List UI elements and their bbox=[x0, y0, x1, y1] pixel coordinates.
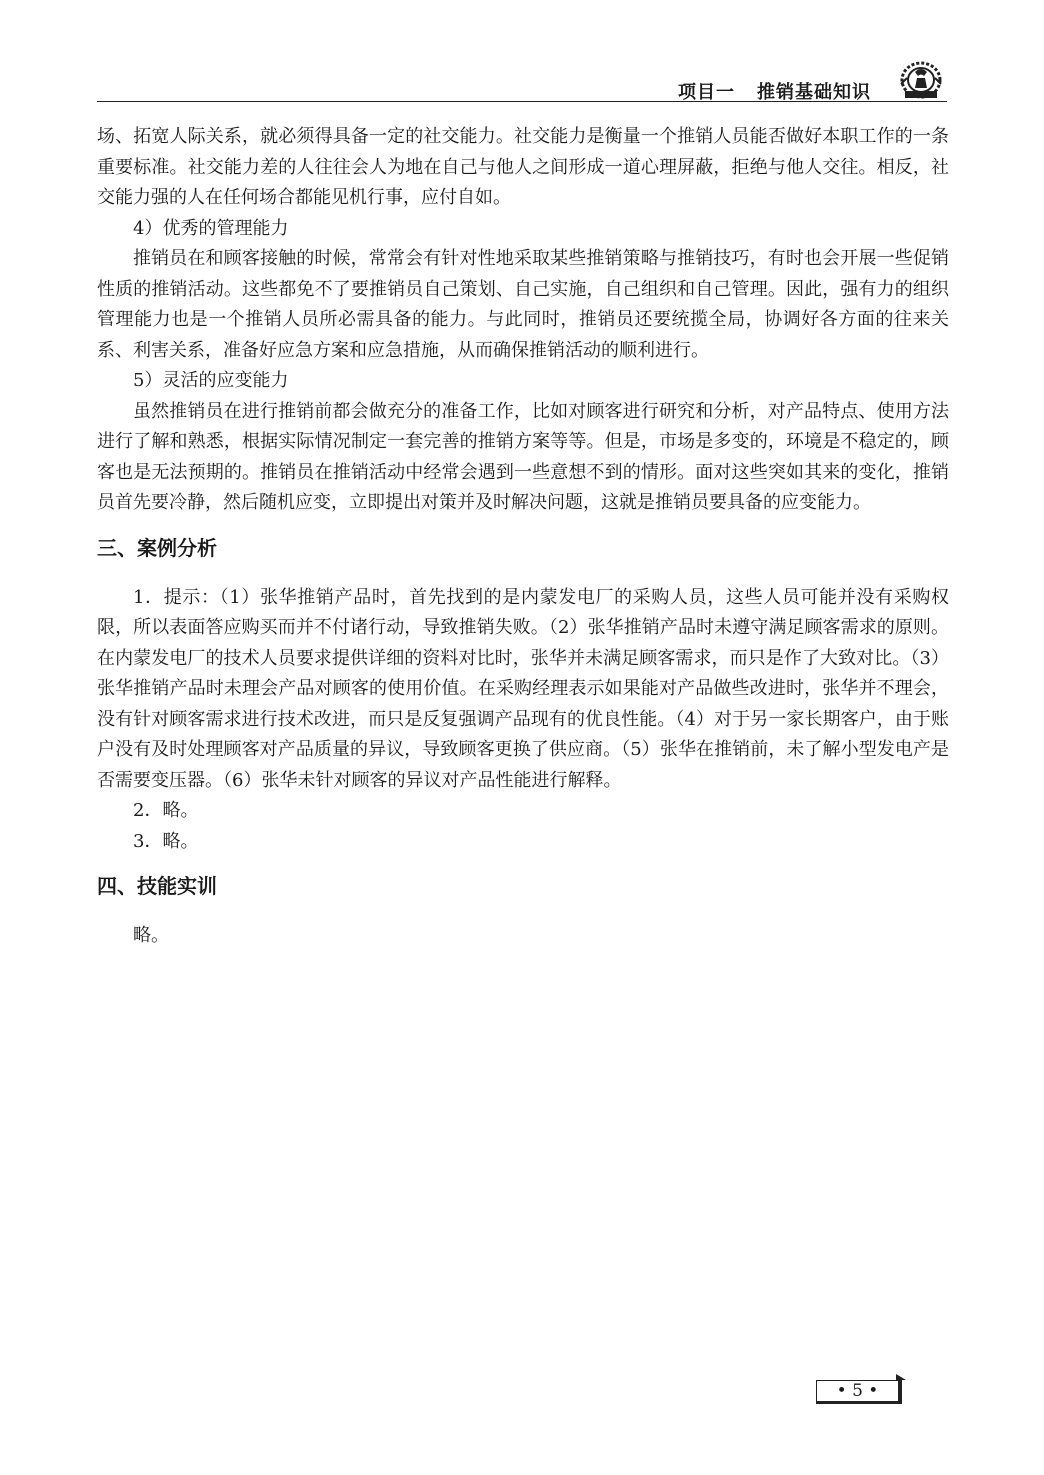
paragraph-case-answer-2: 2．略。 bbox=[133, 800, 199, 821]
page-body bbox=[97, 122, 949, 952]
running-header bbox=[97, 58, 947, 102]
page-number-corner bbox=[896, 1374, 906, 1380]
page-number: • 5 • bbox=[816, 1380, 902, 1404]
header-project: 项目一 bbox=[678, 82, 735, 103]
paragraph-skill-training: 略。 bbox=[133, 925, 169, 946]
header-chapter-title: 推销基础知识 bbox=[757, 82, 871, 103]
section-heading-skill-training: 四、技能实训 bbox=[97, 874, 217, 898]
subheading-adaptability: 5）灵活的应变能力 bbox=[133, 370, 289, 391]
subheading-management-ability: 4）优秀的管理能力 bbox=[133, 217, 289, 239]
paragraph-case-answer-1: 1．提示：（1）张华推销产品时，首先找到的是内蒙发电厂的采购人员，这些人员可能并没有采购权限，所以表面答应购买而并不付诸行动，导致推销失败。（2）张华推销产品时未遵守满足顾客需求的原则。在内蒙发电厂的技术人员要求提供详细的资料对比时，张华并未满足顾客需求，而只是作了大致对比。（3）张华推销产品时未理会产品对顾客的使用价值。在采购经理表示如果能对产品做些改进时，张华并不理会，没有针对顾客需求进行技术改进，而只是反复强调产品现有的优良性能。（4）对于另一家长期客户，由于账户没有及时处理顾客对产品质量的异议，导致顾客更换了供应商。（5）张华在推销前，未了解小型发电产是否需要变压器。（6）张华未针对顾客的异议对产品性能进行解释。 bbox=[97, 586, 949, 791]
header-rule bbox=[97, 101, 947, 102]
publisher-logo-icon bbox=[897, 58, 945, 102]
paragraph-adaptability: 虽然推销员在进行推销前都会做充分的准备工作，比如对顾客进行研究和分析，对产品特点、使用方法进行了解和熟悉，根据实际情况制定一套完善的推销方案等等。但是，市场是多变的，环境是不稳定的，顾客也是无法预期的。推销员在推销活动中经常会遇到一些意想不到的情形。面对这些突如其来的变化，推销员首先要冷静，然后随机应变，立即提出对策并及时解决问题，这就是推销员要具备的应变能力。 bbox=[97, 400, 949, 513]
paragraph-social-ability-continued: 场、拓宽人际关系，就必须得具备一定的社交能力。社交能力是衡量一个推销人员能否做好本职工作的一条重要标准。社交能力差的人往往会人为地在自己与他人之间形成一道心理屏蔽，拒绝与他人交往。相反，社交能力强的人在任何场合都能见机行事，应付自如。 bbox=[97, 126, 949, 208]
section-heading-case-analysis: 三、案例分析 bbox=[97, 535, 217, 560]
paragraph-management-ability: 推销员在和顾客接触的时候，常常会有针对性地采取某些推销策略与推销技巧，有时也会开展一些促销性质的推销活动。这些都免不了要推销员自己策划、自己实施，自己组织和自己管理。因此，强有力的组织管理能力也是一个推销人员所必需具备的能力。与此同时，推销员还要统揽全局，协调好各方面的往来关系、利害关系，准备好应急方案和应急措施，从而确保推销活动的顺利进行。 bbox=[97, 248, 949, 361]
paragraph-case-answer-3: 3．略。 bbox=[133, 830, 199, 852]
